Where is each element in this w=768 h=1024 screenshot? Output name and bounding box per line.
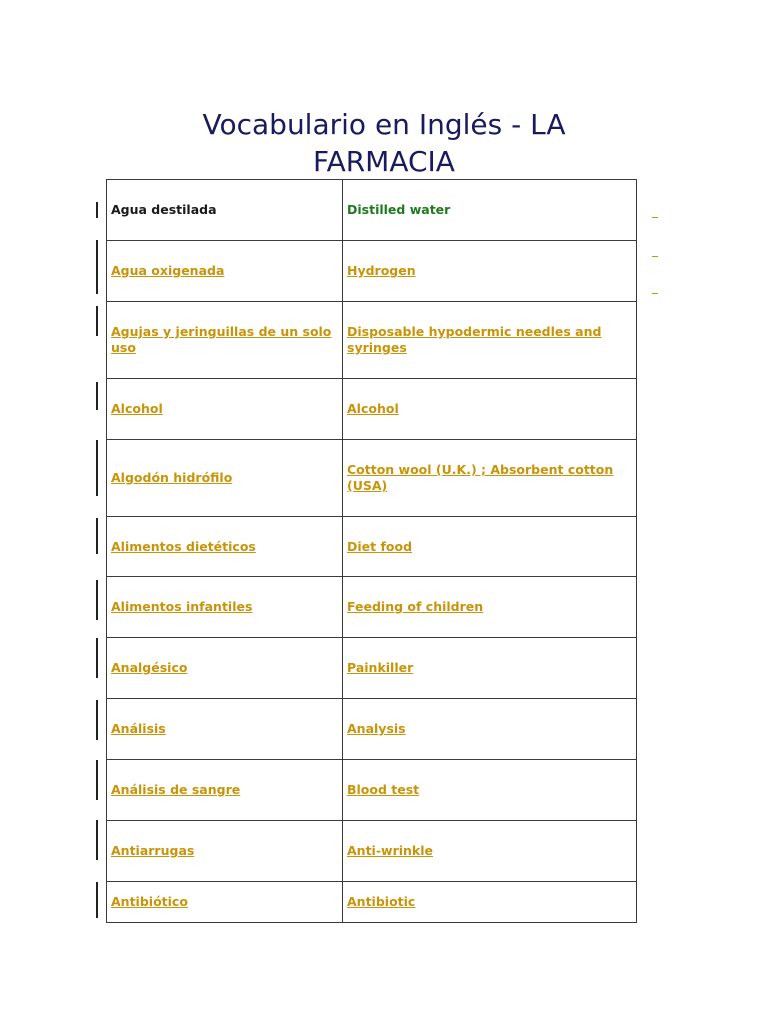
table-row	[107, 577, 637, 638]
english-term-link[interactable]: Antibiotic	[343, 882, 637, 923]
table-row	[107, 241, 637, 302]
table-row	[107, 821, 637, 882]
spanish-term-link[interactable]: Análisis de sangre	[107, 760, 343, 821]
english-term-link[interactable]: Alcohol	[343, 379, 637, 440]
table-row	[107, 440, 637, 517]
table-row	[107, 302, 637, 379]
table-row	[107, 760, 637, 821]
english-term-link[interactable]: Anti-wrinkle	[343, 821, 637, 882]
margin-bar	[96, 202, 98, 218]
spanish-term-link[interactable]: Agujas y jeringuillas de un solo uso	[107, 302, 343, 379]
table-row	[107, 638, 637, 699]
margin-bar	[96, 882, 98, 918]
table-row	[107, 379, 637, 440]
margin-bar	[96, 518, 98, 554]
english-term-link[interactable]: Hydrogen	[343, 241, 637, 302]
english-term-link[interactable]: Diet food	[343, 517, 637, 577]
margin-bar	[96, 580, 98, 620]
margin-dash	[652, 293, 658, 294]
table-row	[107, 882, 637, 923]
margin-bar	[96, 306, 98, 336]
spanish-term-link[interactable]: Antiarrugas	[107, 821, 343, 882]
margin-bar	[96, 440, 98, 496]
margin-bar	[96, 760, 98, 800]
english-term: Distilled water	[343, 180, 637, 241]
spanish-term-link[interactable]: Analgésico	[107, 638, 343, 699]
table-row	[107, 180, 637, 241]
spanish-term-link[interactable]: Alcohol	[107, 379, 343, 440]
table-row	[107, 517, 637, 577]
english-term-link[interactable]: Blood test	[343, 760, 637, 821]
spanish-term-link[interactable]: Agua oxigenada	[107, 241, 343, 302]
spanish-term-link[interactable]: Alimentos dietéticos	[107, 517, 343, 577]
margin-bar	[96, 820, 98, 860]
spanish-term-link[interactable]: Antibiótico	[107, 882, 343, 923]
english-term-link[interactable]: Painkiller	[343, 638, 637, 699]
margin-bar	[96, 240, 98, 294]
table-row	[107, 699, 637, 760]
english-term-link[interactable]: Disposable hypodermic needles and syringes	[343, 302, 637, 379]
spanish-term: Agua destilada	[107, 180, 343, 241]
vocabulary-table	[106, 179, 637, 923]
page-title-line-2: FARMACIA	[313, 145, 455, 178]
page-title	[0, 106, 768, 180]
margin-dash	[652, 256, 658, 257]
margin-bar	[96, 700, 98, 740]
english-term-link[interactable]: Analysis	[343, 699, 637, 760]
spanish-term-link[interactable]: Análisis	[107, 699, 343, 760]
margin-dash	[652, 217, 658, 218]
margin-bar	[96, 382, 98, 410]
english-term-link[interactable]: Feeding of children	[343, 577, 637, 638]
page-title-line-1: Vocabulario en Inglés - LA	[202, 108, 566, 141]
english-term-link[interactable]: Cotton wool (U.K.) ; Absorbent cotton (USA)	[343, 440, 637, 517]
spanish-term-link[interactable]: Alimentos infantiles	[107, 577, 343, 638]
spanish-term-link[interactable]: Algodón hidrófilo	[107, 440, 343, 517]
margin-bar	[96, 638, 98, 678]
